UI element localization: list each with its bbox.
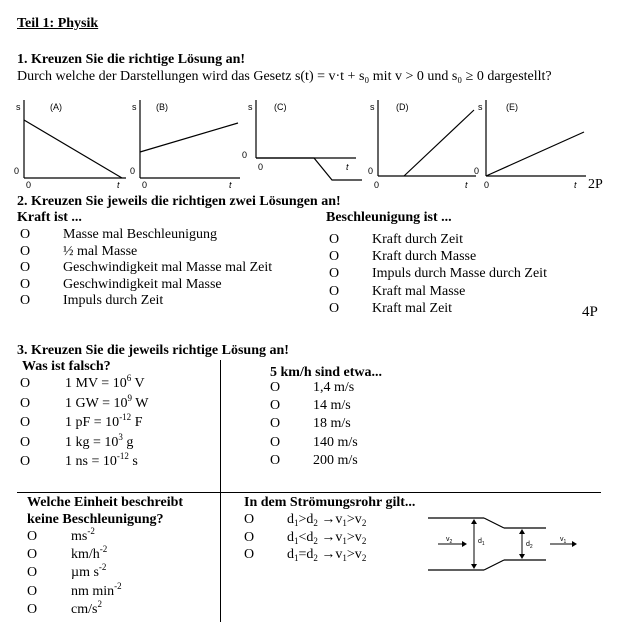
q1-heading: 1. Kreuzen Sie die richtige Lösung an!	[17, 52, 246, 67]
option-exponent: 6	[126, 373, 132, 383]
option-text	[71, 598, 102, 617]
graph-c-origin-x: 0	[258, 162, 264, 172]
flow-tube-diagram	[424, 512, 580, 574]
d1-arrow-top	[471, 519, 477, 524]
option-text: Kraft durch Masse	[372, 249, 477, 265]
q3-vertical-divider	[220, 360, 221, 622]
q3-br-option[interactable]	[244, 512, 366, 528]
answer-checkbox[interactable]: O	[270, 416, 281, 432]
option-base: km/h	[71, 547, 100, 563]
graph-a-y-label: s	[16, 102, 21, 112]
graph-d-origin-y: 0	[368, 166, 374, 176]
answer-checkbox[interactable]: O	[20, 227, 31, 242]
q3-tr-option[interactable]	[270, 398, 351, 414]
q3-tl-option[interactable]	[20, 431, 134, 451]
answer-checkbox[interactable]: O	[270, 452, 281, 468]
graph-d-y-label: s	[370, 102, 375, 112]
graph-b-origin-y: 0	[130, 166, 136, 176]
graph-c-x-label: t	[346, 162, 349, 172]
q2-right-title: Beschleunigung ist ...	[326, 210, 452, 225]
d1-label: $d_1$	[478, 538, 485, 547]
page-title: Teil 1: Physik	[17, 16, 99, 31]
option-part: 2	[361, 553, 367, 563]
option-text: Geschwindigkeit mal Masse mal Zeit	[63, 260, 273, 276]
graph-e-line	[486, 132, 584, 176]
option-part: 1	[294, 535, 299, 546]
option-text	[287, 547, 366, 562]
graph-b-y-label: s	[132, 102, 137, 112]
graph-c[interactable]	[238, 96, 368, 190]
option-base: cm/s	[71, 601, 98, 617]
graph-e-y-label: s	[478, 102, 483, 112]
option-text: Kraft mal Masse	[372, 283, 466, 299]
v1-label: $v_1$	[560, 536, 567, 545]
q3-tl-option[interactable]	[20, 451, 138, 470]
answer-checkbox[interactable]: O	[20, 454, 31, 469]
q3-bl-option[interactable]	[27, 562, 107, 581]
q2-right-option[interactable]	[329, 266, 547, 282]
v1-arrow-head	[572, 541, 577, 547]
option-exponent: -2	[114, 580, 122, 591]
option-unit: g	[122, 434, 134, 450]
q3-tr-option[interactable]	[270, 380, 354, 396]
option-part: 2	[313, 535, 318, 546]
q3-bl-option[interactable]	[27, 544, 108, 563]
option-text	[71, 544, 108, 563]
option-text: 14 m/s	[313, 398, 351, 414]
q3-horizontal-divider	[17, 492, 601, 493]
answer-checkbox[interactable]: O	[270, 398, 281, 414]
q2-left-option[interactable]	[20, 244, 137, 260]
option-part: 1	[294, 553, 299, 563]
option-part: d	[287, 512, 294, 527]
q3-tr-option[interactable]	[270, 435, 358, 451]
option-base: 1 pF = 10	[65, 415, 120, 430]
graph-e-origin-y: 0	[474, 166, 480, 176]
q3-br-option[interactable]	[244, 547, 366, 563]
answer-checkbox[interactable]: O	[244, 512, 255, 527]
option-text	[65, 392, 149, 411]
option-text	[65, 451, 138, 469]
q1-points: 2P	[588, 177, 603, 192]
option-text	[65, 412, 143, 430]
option-text	[71, 580, 122, 599]
option-part: d	[287, 529, 294, 545]
graph-a-label: (A)	[50, 102, 62, 112]
option-text: Kraft durch Zeit	[372, 232, 463, 247]
answer-checkbox[interactable]: O	[20, 395, 31, 411]
q3-bl-title-2: keine Beschleunigung?	[27, 512, 164, 527]
option-part: →v	[317, 529, 343, 545]
option-exponent: -12	[116, 451, 129, 461]
option-exponent: 9	[127, 392, 132, 403]
option-base: µm s	[71, 565, 99, 581]
q2-right-option[interactable]	[329, 301, 452, 317]
tube-top-taper	[484, 518, 504, 528]
graph-b-label: (B)	[156, 102, 168, 112]
option-part: >v	[346, 512, 362, 527]
answer-checkbox[interactable]: O	[20, 243, 31, 259]
option-text: Impuls durch Masse durch Zeit	[372, 266, 547, 282]
q3-br-option[interactable]	[244, 530, 366, 546]
option-text: 18 m/s	[313, 416, 351, 432]
answer-checkbox[interactable]: O	[329, 249, 340, 265]
graph-e-label: (E)	[506, 102, 518, 112]
option-text: Impuls durch Zeit	[63, 293, 164, 309]
v2-label: $v_2$	[446, 536, 453, 545]
q2-points: 4P	[582, 304, 598, 320]
answer-checkbox[interactable]: O	[27, 601, 38, 617]
option-part: >v	[346, 529, 362, 545]
option-part: =	[298, 547, 307, 562]
graph-b-origin-x: 0	[142, 180, 148, 190]
option-text	[287, 512, 366, 527]
q3-tl-option[interactable]	[20, 412, 143, 431]
answer-checkbox[interactable]: O	[27, 583, 38, 599]
option-part: >	[298, 512, 307, 527]
d2-label: $d_2$	[526, 541, 533, 550]
graph-d-x-label: t	[465, 180, 468, 190]
q2-right-option[interactable]	[329, 249, 476, 265]
option-part: d	[306, 529, 314, 545]
option-unit: F	[131, 415, 143, 430]
q3-tl-option[interactable]	[20, 373, 145, 392]
graph-c-origin-y: 0	[242, 150, 248, 160]
graph-b[interactable]	[126, 96, 246, 190]
option-exponent: -2	[87, 526, 95, 536]
q2-left-option[interactable]	[20, 227, 217, 243]
q2-left-option[interactable]	[20, 277, 222, 293]
graph-c-label: (C)	[274, 102, 287, 112]
option-text	[65, 431, 134, 450]
option-part: 2	[313, 518, 318, 528]
option-text: Masse mal Beschleunigung	[63, 227, 217, 242]
q3-tr-option[interactable]	[270, 453, 358, 469]
option-text	[71, 526, 95, 544]
answer-checkbox[interactable]: O	[20, 415, 31, 430]
option-unit: V	[131, 376, 145, 391]
option-text	[65, 373, 145, 391]
q3-bl-option[interactable]	[27, 526, 95, 545]
graph-d-label: (D)	[396, 102, 409, 112]
graph-a-origin-x: 0	[26, 180, 32, 190]
answer-checkbox[interactable]: O	[20, 276, 31, 292]
tube-bottom-taper	[484, 560, 504, 570]
q3-bl-option[interactable]	[27, 598, 102, 618]
option-base: 1 ns = 10	[65, 454, 117, 469]
q3-tl-title: Was ist falsch?	[22, 359, 111, 374]
q2-right-option[interactable]	[329, 232, 463, 248]
option-part: >v	[346, 547, 362, 562]
option-part: 1	[342, 518, 347, 528]
graph-a-line	[24, 120, 122, 178]
option-part: 2	[361, 535, 367, 546]
answer-checkbox[interactable]: O	[270, 380, 281, 395]
option-part: d	[287, 547, 294, 562]
answer-checkbox[interactable]: O	[20, 376, 31, 391]
q3-tr-title: 5 km/h sind etwa...	[270, 365, 383, 380]
d2-arrow-bottom	[519, 554, 525, 559]
option-unit: s	[128, 454, 138, 469]
answer-checkbox[interactable]: O	[27, 529, 38, 544]
option-base: ms	[71, 529, 88, 544]
answer-checkbox[interactable]: O	[329, 266, 340, 282]
graph-a-x-label: t	[117, 180, 120, 190]
graph-e[interactable]	[474, 96, 594, 190]
option-part: →v	[317, 512, 343, 527]
option-part: d	[306, 547, 314, 562]
option-base: 1 GW = 10	[65, 395, 128, 411]
option-text	[287, 530, 366, 545]
q3-tl-option[interactable]	[20, 392, 149, 412]
graph-a[interactable]	[10, 96, 130, 190]
q2-left-option[interactable]	[20, 260, 272, 276]
option-part: 1	[342, 553, 347, 563]
q1-question: Durch welche der Darstellungen wird das Gesetz s(t) = v·t + s₀ mit v > 0 und s₀ ≥ 0 dargestellt?	[17, 69, 552, 84]
answer-checkbox[interactable]: O	[244, 529, 255, 545]
option-part: <	[298, 529, 307, 545]
q3-bl-title-1: Welche Einheit beschreibt	[27, 495, 184, 510]
graph-a-origin-y: 0	[14, 166, 20, 176]
option-base: 1 kg = 10	[65, 434, 119, 450]
option-unit: W	[131, 395, 149, 411]
option-text	[71, 562, 107, 581]
option-part: 1	[342, 535, 347, 546]
q2-heading: 2. Kreuzen Sie jeweils die richtigen zwei Lösungen an!	[17, 194, 341, 209]
graph-d-line	[404, 110, 474, 176]
answer-checkbox[interactable]: O	[27, 547, 38, 563]
option-part: 2	[361, 518, 367, 528]
q2-right-option[interactable]	[329, 284, 465, 300]
option-part: 2	[313, 553, 318, 563]
q3-tr-option[interactable]	[270, 416, 351, 432]
graph-c-y-label: s	[248, 102, 253, 112]
option-base: 1 MV = 10	[65, 376, 127, 391]
q3-heading: 3. Kreuzen Sie die jeweils richtige Lösung an!	[17, 343, 289, 358]
option-text: 1,4 m/s	[313, 380, 355, 395]
option-exponent: -2	[98, 562, 107, 573]
answer-checkbox[interactable]: O	[329, 300, 340, 316]
q2-left-option[interactable]	[20, 293, 163, 309]
q3-br-title: In dem Strömungsrohr gilt...	[244, 495, 416, 510]
v2-arrow-head	[462, 541, 467, 547]
option-base: nm min	[71, 583, 115, 599]
option-part: d	[306, 512, 314, 527]
graph-d-origin-x: 0	[374, 180, 380, 190]
q2-left-title: Kraft ist ...	[17, 210, 82, 225]
answer-checkbox[interactable]: O	[244, 547, 255, 562]
graph-e-x-label: t	[574, 180, 577, 190]
option-exponent: 2	[97, 598, 102, 609]
answer-checkbox[interactable]: O	[20, 260, 31, 276]
answer-checkbox[interactable]: O	[270, 434, 281, 450]
option-text: Kraft mal Zeit	[372, 300, 453, 316]
option-text: 140 m/s	[313, 434, 358, 450]
option-text: 200 m/s	[313, 452, 358, 468]
q3-bl-option[interactable]	[27, 580, 122, 600]
option-exponent: -12	[119, 412, 132, 422]
answer-checkbox[interactable]: O	[27, 565, 38, 581]
answer-checkbox[interactable]: O	[329, 232, 340, 247]
d2-arrow-top	[519, 529, 525, 534]
answer-checkbox[interactable]: O	[20, 293, 31, 309]
d1-arrow-bottom	[471, 564, 477, 569]
option-text: Geschwindigkeit mal Masse	[63, 276, 222, 292]
option-text: ½ mal Masse	[63, 243, 138, 259]
option-exponent: 3	[118, 431, 123, 442]
graph-d[interactable]	[364, 96, 482, 190]
option-part: →v	[317, 547, 343, 562]
graph-b-x-label: t	[229, 180, 232, 190]
option-part: 1	[294, 518, 299, 528]
graph-e-origin-x: 0	[484, 180, 490, 190]
option-exponent: -2	[99, 544, 108, 555]
graph-b-line	[140, 123, 238, 152]
answer-checkbox[interactable]: O	[20, 434, 31, 450]
answer-checkbox[interactable]: O	[329, 283, 340, 299]
